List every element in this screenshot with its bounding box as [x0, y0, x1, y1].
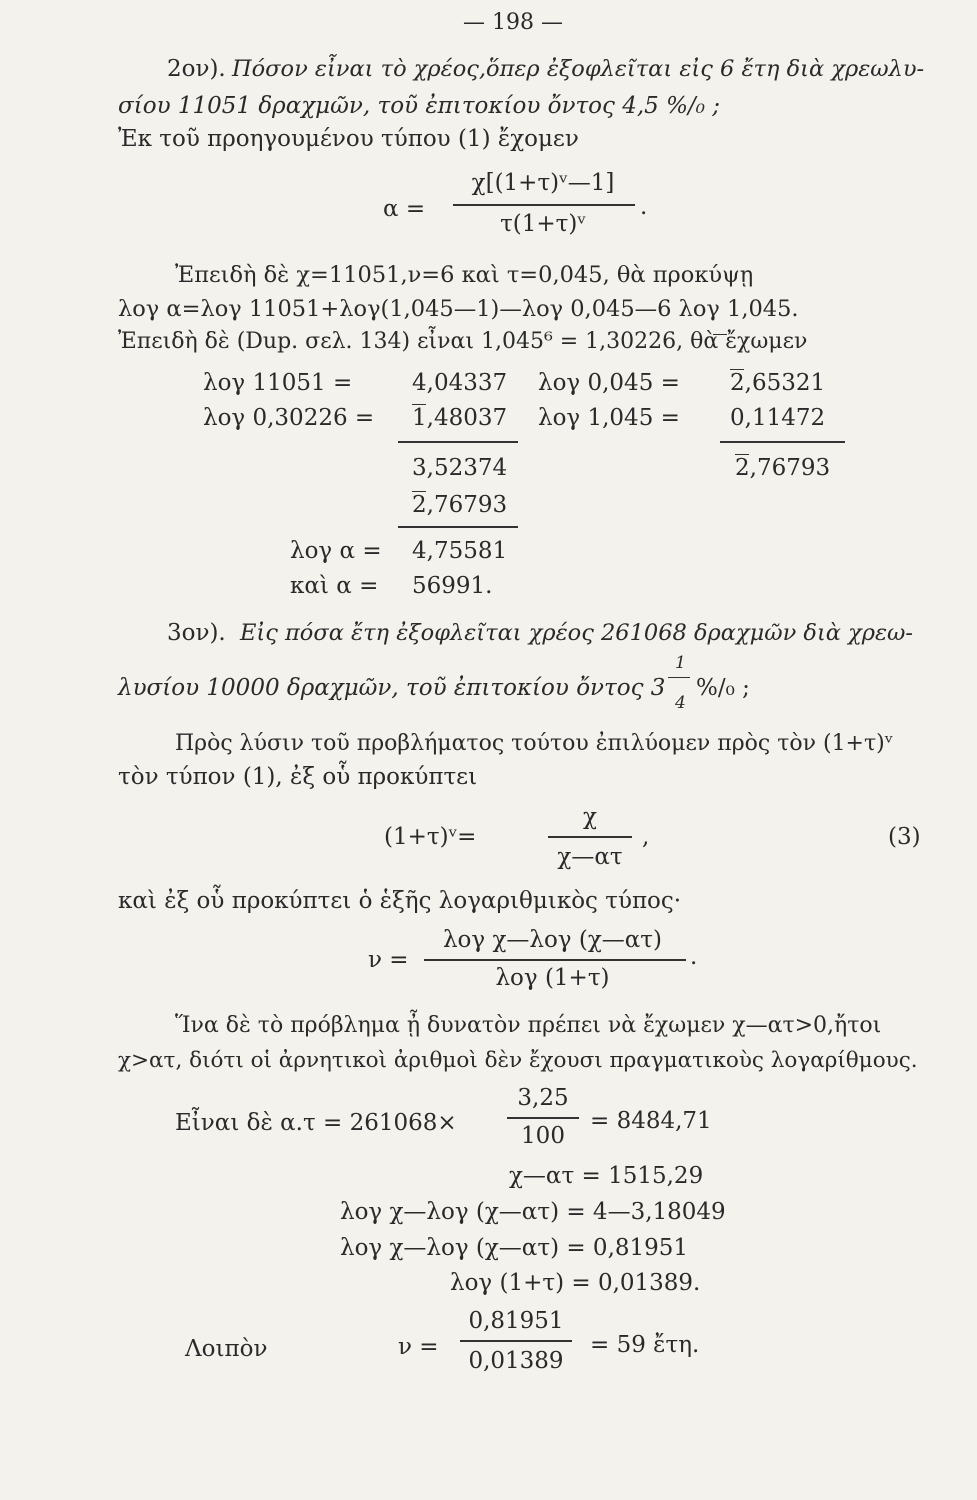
- calc-rhs: = 8484,71: [590, 1108, 712, 1134]
- formula-4-dot: .: [690, 944, 698, 970]
- formula-3-denominator: χ—ατ: [557, 844, 623, 870]
- rate-percent: %/₀ ;: [696, 675, 750, 701]
- overbar-2c: [730, 369, 744, 370]
- calc-line-3: λογ χ—λογ (χ—ατ) = 0,81951: [340, 1235, 689, 1261]
- log-row-2-label: λογ 0,30226 =: [203, 405, 375, 431]
- overbar-2: [713, 334, 727, 335]
- problem-2-log-equation: λογ α=λογ 11051+λογ(1,045—1)—λογ 0,045—6 λογ 1,045.: [118, 296, 799, 322]
- formula-3-comma: ,: [642, 824, 650, 850]
- problem-3-text-2: τὸν τύπον (1), ἐξ οὗ προκύπτει: [118, 764, 478, 790]
- formula-1-dot: .: [640, 194, 648, 220]
- formula-4-lhs: ν =: [368, 947, 409, 973]
- log-row-1-label: λογ 11051 =: [203, 370, 353, 396]
- problem-3-question-line-2: λυσίου 10000 δραχμῶν, τοῦ ἐπιτοκίου ὄντος 3: [118, 675, 666, 701]
- problem-2-question-line-1: Πόσον εἶναι τὸ χρέος,ὅπερ ἐξοφλεῖται εἰς 6 ἔτη διὰ χρεωλυ-: [232, 56, 925, 82]
- overbar-1: [412, 404, 426, 405]
- conclusion-bar: [460, 1340, 572, 1342]
- calc-line-4: λογ (1+τ) = 0,01389.: [450, 1270, 701, 1296]
- right-sum-rule: [720, 441, 845, 443]
- right-row-2-label: λογ 1,045 =: [538, 405, 680, 431]
- right-row-1-value: 2,65321: [730, 370, 826, 396]
- problem-3-text-5: χ>ατ, διότι οἱ ἀρνητικοὶ ἀριθμοὶ δὲν ἔχουσι πραγματικοὺς λογαρίθμους.: [118, 1048, 918, 1073]
- problem-2-question-line-2: σίου 11051 δραχμῶν, τοῦ ἐπιτοκίου ὄντος 4,5 %/₀ ;: [118, 93, 720, 119]
- calc-fraction-bar: [507, 1117, 579, 1119]
- right-row-1-label: λογ 0,045 =: [538, 370, 680, 396]
- rate-fraction-denominator: 4: [675, 693, 686, 713]
- subtrahend-value: 2,76793: [412, 492, 508, 518]
- calc-line-2: λογ χ—λογ (χ—ατ) = 4—3,18049: [340, 1199, 726, 1225]
- problem-2-intro: Ἐκ τοῦ προηγουμένου τύπου (1) ἔχομεν: [118, 126, 579, 152]
- problem-3-question-line-1: Εἰς πόσα ἔτη ἐξοφλεῖται χρέος 261068 δραχμῶν διὰ χρεω-: [240, 620, 914, 646]
- log-row-1-value: 4,04337: [412, 370, 508, 396]
- formula-4-denominator: λογ (1+τ): [495, 965, 610, 991]
- problem-2-label: 2ον).: [167, 56, 226, 82]
- formula-3-bar: [548, 836, 632, 838]
- problem-3-text-3: καὶ ἐξ οὗ προκύπτει ὁ ἑξῆς λογαριθμικὸς τύπος·: [118, 888, 682, 914]
- conclusion-word: Λοιπὸν: [185, 1336, 268, 1362]
- sum-rule-1: [398, 441, 518, 443]
- rate-fraction-bar: [668, 677, 690, 678]
- problem-3-text-4: Ἵνα δὲ τὸ πρόβλημα ᾖ δυνατὸν πρέπει νὰ ἔχωμεν χ—ατ>0,ἤτοι: [175, 1013, 882, 1038]
- formula-4-bar: [424, 959, 686, 961]
- overbar-2d: [735, 454, 749, 455]
- problem-3-text-1: Πρὸς λύσιν τοῦ προβλήματος τούτου ἐπιλύομεν πρὸς τὸν (1+τ)ᵛ: [175, 731, 893, 756]
- conclusion-rhs: = 59 ἔτη.: [590, 1332, 700, 1358]
- final-value: 56991.: [412, 573, 493, 599]
- log-row-2-value: 1,48037: [412, 405, 508, 431]
- conclusion-denominator: 0,01389: [468, 1348, 564, 1374]
- rate-fraction-numerator: 1: [675, 653, 686, 673]
- sum-rule-2: [398, 526, 518, 528]
- calc-line-1: χ—ατ = 1515,29: [509, 1163, 704, 1189]
- formula-4-numerator: λογ χ—λογ (χ—ατ): [442, 927, 663, 953]
- result-log-value: 4,75581: [412, 538, 508, 564]
- right-row-2-value: 0,11472: [730, 405, 826, 431]
- formula-3-lhs: (1+τ)ᵛ=: [384, 824, 477, 850]
- page-number: — 198 —: [463, 10, 563, 35]
- calc-fraction-numerator: 3,25: [517, 1085, 569, 1111]
- conclusion-lhs: ν =: [398, 1334, 439, 1360]
- result-log-label: λογ α =: [290, 538, 382, 564]
- sum-value: 3,52374: [412, 455, 508, 481]
- equation-tag-3: (3): [888, 824, 921, 850]
- right-sum-value: 2,76793: [735, 455, 831, 481]
- final-label: καὶ α =: [290, 573, 379, 599]
- overbar-2b: [412, 491, 426, 492]
- calc-fraction-denominator: 100: [521, 1123, 565, 1149]
- formula-3-numerator: χ: [583, 804, 597, 830]
- formula-1-bar: [453, 204, 635, 206]
- formula-1-denominator: τ(1+τ)ᵛ: [500, 211, 586, 237]
- calc-lhs: Εἶναι δὲ α.τ = 261068×: [175, 1110, 457, 1136]
- problem-3-label: 3ον).: [167, 620, 226, 646]
- formula-1-numerator: χ[(1+τ)ᵛ—1]: [471, 170, 615, 196]
- conclusion-numerator: 0,81951: [468, 1308, 564, 1334]
- formula-1-lhs: α =: [383, 196, 426, 222]
- problem-2-given: Ἐπειδὴ δὲ χ=11051,ν=6 καὶ τ=0,045, θὰ προκύψῃ: [175, 262, 754, 288]
- problem-2-table-note: Ἐπειδὴ δὲ (Dup. σελ. 134) εἶναι 1,045⁶ = 1,30226, θὰ ἔχωμεν: [118, 329, 808, 354]
